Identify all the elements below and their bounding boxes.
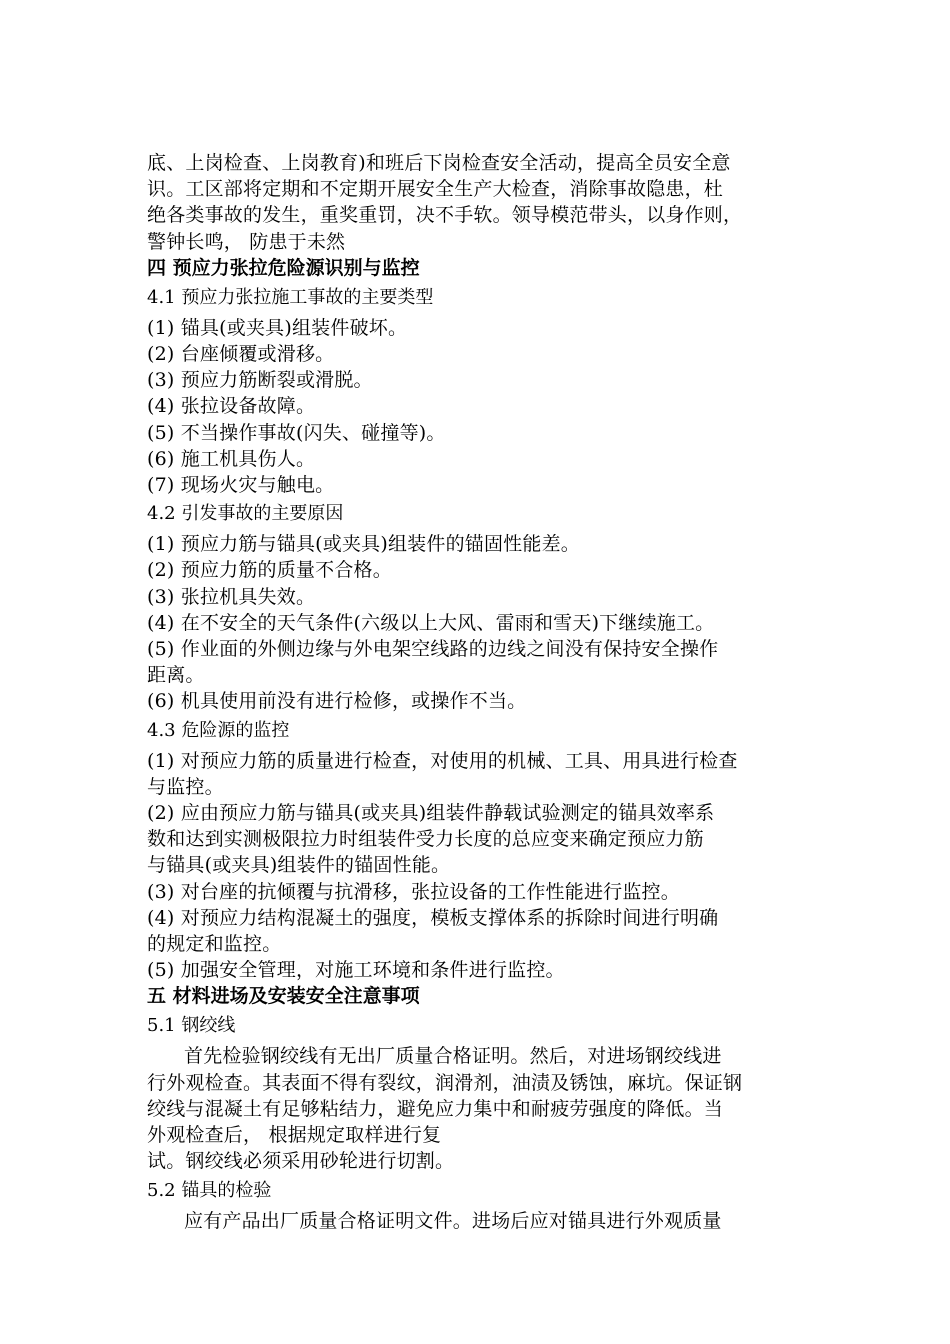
list-4-3 (147, 748, 807, 984)
list-item: (2) 应由预应力筋与锚具(或夹具)组装件静载试验测定的锚具效率系 (147, 802, 715, 825)
list-item: (4) 在不安全的天气条件(六级以上大风、雷雨和雪天)下继续施工。 (147, 611, 715, 634)
list-item: (1) 预应力筋与锚具(或夹具)组装件的锚固性能差。 (147, 533, 580, 556)
list-item: 距离。 (147, 664, 205, 687)
list-4-1 (147, 315, 807, 498)
list-item: (1) 对预应力筋的质量进行检查，对使用的机械、工具、用具进行检查 (147, 749, 738, 772)
text-line: 应有产品出厂质量合格证明文件。进场后应对锚具进行外观质量 (184, 1209, 722, 1232)
section-heading-5: 五 材料进场及安装安全注意事项 (147, 985, 420, 1008)
subsection-title-4-1: 4.1 预应力张拉施工事故的主要类型 (147, 286, 434, 308)
text-line: 行外观检查。其表面不得有裂纹，润滑剂，油渍及锈蚀，麻坑。保证钢 (147, 1071, 743, 1094)
section-heading-4: 四 预应力张拉危险源识别与监控 (147, 256, 420, 279)
text-line: 绝各类事故的发生，重奖重罚，决不手软。领导模范带头，以身作则， (147, 204, 743, 227)
text-line: 试。钢绞线必须采用砂轮进行切割。 (147, 1150, 455, 1173)
subsection-title-4-3: 4.3 危险源的监控 (147, 719, 290, 741)
paragraph-5-2 (147, 1208, 807, 1234)
list-4-2 (147, 531, 807, 714)
list-item: (1) 锚具(或夹具)组装件破坏。 (147, 316, 408, 339)
text-line: 底、上岗检查、上岗教育)和班后下岗检查安全活动，提高全员安全意 (147, 152, 731, 174)
subsection-title-5-2: 5.2 锚具的检验 (147, 1179, 272, 1201)
subsection-title-5-1: 5.1 钢绞线 (147, 1015, 236, 1037)
list-item: (6) 施工机具伤人。 (147, 447, 316, 470)
document-page (147, 150, 807, 1234)
list-item: 与锚具(或夹具)组装件的锚固性能。 (147, 854, 451, 877)
list-item: 与监控。 (147, 775, 224, 798)
text-line: 外观检查后， 根据规定取样进行复 (147, 1124, 442, 1147)
paragraph-5-1 (147, 1043, 807, 1174)
text-line: 警钟长鸣， 防患于未然 (147, 230, 346, 253)
list-item: (3) 张拉机具失效。 (147, 585, 316, 608)
list-item: (3) 预应力筋断裂或滑脱。 (147, 369, 373, 392)
list-item: (5) 不当操作事故(闪失、碰撞等)。 (147, 421, 446, 444)
text-line: 首先检验钢绞线有无出厂质量合格证明。然后，对进场钢绞线进 (184, 1045, 722, 1068)
text-line: 绞线与混凝土有足够粘结力，避免应力集中和耐疲劳强度的降低。当 (147, 1097, 724, 1120)
list-item: (2) 预应力筋的质量不合格。 (147, 559, 392, 582)
list-item: (6) 机具使用前没有进行检修，或操作不当。 (147, 690, 527, 713)
intro-paragraph (147, 150, 807, 255)
list-item: (4) 对预应力结构混凝土的强度，模板支撑体系的拆除时间进行明确 (147, 906, 719, 929)
list-item: 数和达到实测极限拉力时组装件受力长度的总应变来确定预应力筋 (147, 828, 704, 851)
list-item: (2) 台座倾覆或滑移。 (147, 343, 335, 366)
list-item: (3) 对台座的抗倾覆与抗滑移，张拉设备的工作性能进行监控。 (147, 880, 680, 903)
list-item: (7) 现场火灾与触电。 (147, 474, 335, 497)
list-item: (4) 张拉设备故障。 (147, 395, 316, 418)
list-item: (5) 加强安全管理，对施工环境和条件进行监控。 (147, 959, 565, 982)
list-item: (5) 作业面的外侧边缘与外电架空线路的边线之间没有保持安全操作 (147, 638, 719, 661)
subsection-title-4-2: 4.2 引发事故的主要原因 (147, 503, 344, 525)
list-item: 的规定和监控。 (147, 933, 282, 956)
text-line: 识。工区部将定期和不定期开展安全生产大检查，消除事故隐患，杜 (147, 178, 724, 201)
